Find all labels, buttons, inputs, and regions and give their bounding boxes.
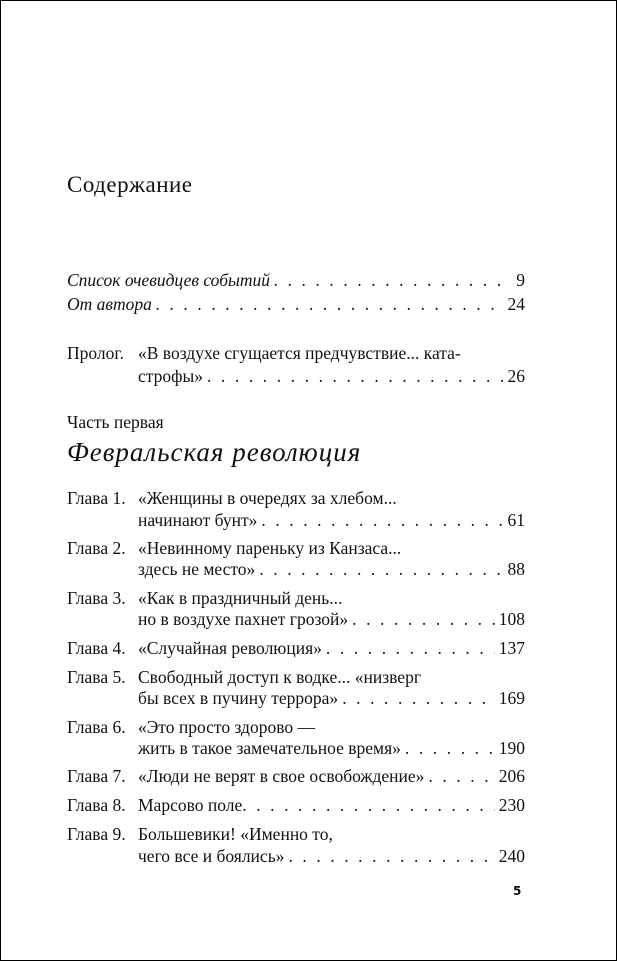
entry-page: 230 [498, 795, 525, 815]
toc-entry-chapter-4[interactable] [67, 637, 525, 659]
entry-title: Марсово поле [138, 795, 243, 815]
dot-leader [259, 558, 503, 580]
toc-entry-chapter-2[interactable] [67, 537, 525, 559]
toc-entry-chapter-3[interactable] [67, 587, 525, 609]
entry-label: Глава 1. [67, 488, 126, 508]
toc-entry-prologue[interactable] [67, 342, 525, 364]
dot-leader [207, 365, 504, 387]
toc-entry-chapter-2-cont[interactable] [138, 558, 525, 580]
toc-entry-chapter-7[interactable] [67, 765, 525, 787]
toc-entry-chapter-3-cont[interactable] [138, 608, 525, 630]
entry-page: 88 [507, 559, 525, 579]
entry-title: «Женщины в очередях за хлебом... [138, 488, 397, 508]
toc-entry-chapter-9-cont[interactable] [138, 845, 525, 867]
entry-title: Большевики! «Именно то, [138, 824, 333, 844]
entry-title: бы всех в пучину террора» [138, 688, 339, 708]
toc-entry-chapter-6[interactable] [67, 716, 525, 738]
dot-leader [288, 845, 494, 867]
entry-label: Глава 5. [67, 667, 126, 687]
dot-leader [326, 637, 495, 659]
entry-page: 26 [507, 366, 525, 386]
entry-page: 9 [516, 270, 525, 290]
entry-page: 61 [507, 510, 525, 530]
toc-entry-chapter-9[interactable] [67, 823, 525, 845]
dot-leader [352, 608, 495, 630]
part-label: Часть первая [67, 412, 164, 432]
toc-entry-witnesses[interactable] [67, 269, 525, 291]
entry-label: Глава 4. [67, 638, 126, 658]
page-number: 5 [513, 884, 522, 898]
toc-entry-author[interactable] [67, 293, 525, 315]
entry-page: 108 [498, 609, 525, 629]
entry-title: чего все и боялись» [138, 846, 285, 866]
dot-leader [261, 509, 503, 531]
entry-title: «Люди не верят в свое освобождение» [138, 766, 425, 786]
toc-entry-chapter-1-cont[interactable] [138, 509, 525, 531]
entry-page: 24 [507, 294, 525, 314]
page-title: Содержание [67, 172, 193, 197]
entry-title: «В воздухе сгущается предчувствие... ката- [138, 343, 461, 363]
entry-title: здесь не место» [138, 559, 256, 579]
entry-title: Свободный доступ к водке... «низверг [138, 667, 421, 687]
toc-entry-chapter-1[interactable] [67, 487, 525, 509]
part-title: Февральская революция [67, 437, 362, 467]
dot-leader [405, 737, 495, 759]
entry-page: 240 [498, 846, 525, 866]
entry-page: 206 [498, 766, 525, 786]
entry-title: начинают бунт» [138, 510, 258, 530]
entry-title: но в воздухе пахнет грозой» [138, 609, 349, 629]
entry-title: «Как в праздничный день... [138, 588, 343, 608]
entry-title: «Невинному пареньку из Канзаса... [138, 538, 402, 558]
entry-page: 190 [498, 738, 525, 758]
entry-label: Глава 7. [67, 766, 126, 786]
entry-title: жить в такое замечательное время» [138, 738, 401, 758]
dot-leader [274, 269, 512, 291]
entry-label: Глава 9. [67, 824, 126, 844]
dot-leader [342, 687, 495, 709]
entry-title: «Это просто здорово — [138, 717, 315, 737]
toc-entry-chapter-8[interactable] [67, 794, 525, 816]
entry-label: Пролог. [67, 343, 124, 363]
toc-entry-chapter-5-cont[interactable] [138, 687, 525, 709]
entry-title: От автора [67, 294, 152, 314]
entry-title: строфы» [138, 366, 203, 386]
dot-leader [428, 765, 494, 787]
toc-entry-chapter-5[interactable] [67, 666, 525, 688]
entry-title: «Случайная революция» [138, 638, 322, 658]
entry-label: Глава 2. [67, 538, 126, 558]
toc-entry-chapter-6-cont[interactable] [138, 737, 525, 759]
entry-label: Глава 3. [67, 588, 126, 608]
dot-leader [242, 794, 495, 816]
entry-page: 169 [498, 688, 525, 708]
entry-page: 137 [498, 638, 525, 658]
entry-label: Глава 6. [67, 717, 126, 737]
entry-title: Список очевидцев событий [67, 270, 270, 290]
toc-entry-prologue-cont[interactable] [138, 365, 525, 387]
dot-leader [156, 293, 504, 315]
entry-label: Глава 8. [67, 795, 126, 815]
